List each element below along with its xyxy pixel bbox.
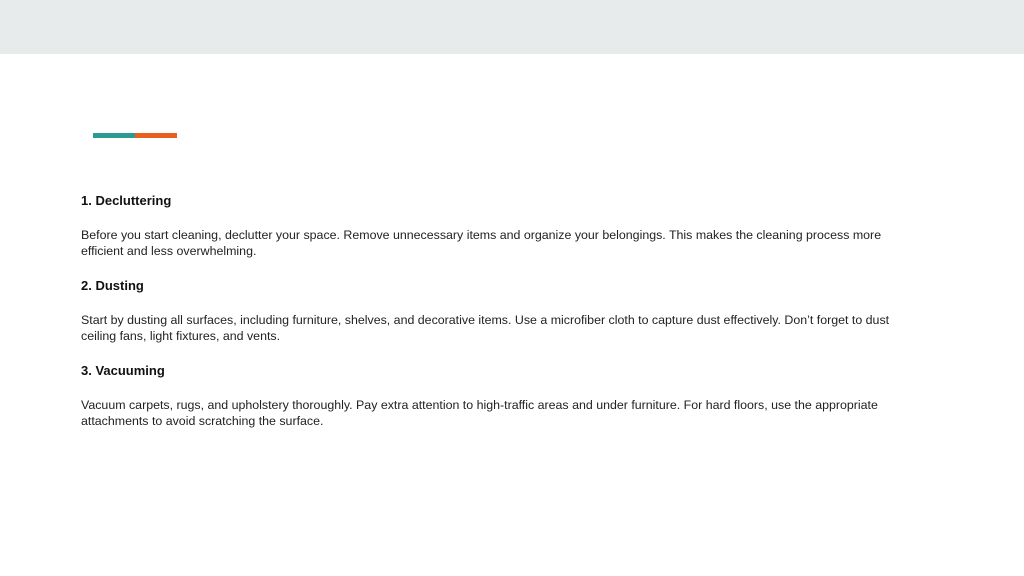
- accent-bar-orange-segment: [135, 133, 177, 138]
- accent-bar-teal-segment: [93, 133, 135, 138]
- section-heading: 3. Vacuuming: [81, 363, 165, 378]
- section-body: Before you start cleaning, declutter your space. Remove unnecessary items and organize your belongings. This makes the cleaning process more efficient and less overwhelming.: [81, 228, 882, 258]
- section-body: Start by dusting all surfaces, including furniture, shelves, and decorative items. Use a microfiber cloth to capture dust effectively. Don’t forget to dust ceiling fans, light fixtures, and vents.: [81, 313, 890, 343]
- section-decluttering: [81, 193, 911, 259]
- accent-bar: [93, 133, 177, 138]
- section-heading: 2. Dusting: [81, 278, 144, 293]
- section-heading: 1. Decluttering: [81, 193, 172, 208]
- section-body: Vacuum carpets, rugs, and upholstery thoroughly. Pay extra attention to high-traffic areas and under furniture. For hard floors, use the appropriate attachments to avoid scratching the surface.: [81, 398, 878, 428]
- section-dusting: [81, 278, 911, 344]
- content-area: [81, 193, 911, 429]
- section-vacuuming: [81, 363, 911, 429]
- top-band: [0, 0, 1024, 54]
